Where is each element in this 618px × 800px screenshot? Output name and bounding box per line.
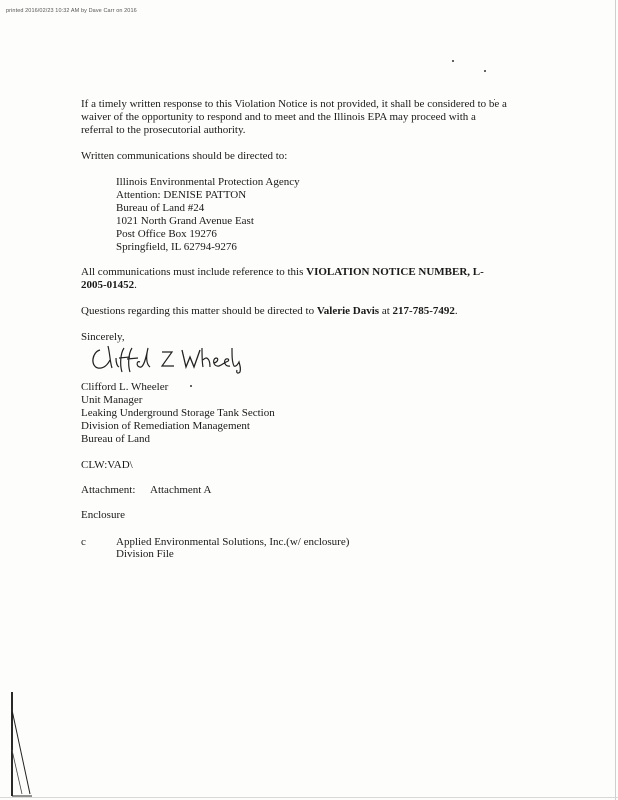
attachment-value: Attachment A [150, 484, 212, 496]
reference-prefix: All communications must include reference to this [81, 266, 307, 278]
questions-line [81, 305, 458, 318]
contact-phone: 217-785-7492 [392, 305, 455, 317]
cc-marker: c [81, 536, 86, 548]
scan-speck [190, 385, 192, 387]
contact-name: Valerie Davis [316, 305, 380, 317]
typist-initials: CLW:VAD\ [81, 459, 133, 471]
questions-prefix: Questions regarding this matter should be directed to [81, 305, 317, 317]
fax-header: printed 2016/02/23 10:32 AM by Dave Carr on 2016 [6, 8, 137, 14]
violation-notice-label: VIOLATION NOTICE NUMBER, L- [306, 266, 484, 278]
reference-line [81, 266, 484, 279]
questions-suffix: . [454, 305, 458, 317]
signer-title: Bureau of Land [81, 433, 151, 445]
cc-recipient: Applied Environmental Solutions, Inc.(w/ enclosure) [116, 536, 350, 548]
reference-line [81, 279, 137, 292]
paragraph-line: referral to the prosecutorial authority. [81, 124, 246, 136]
address-line: Post Office Box 19276 [116, 228, 217, 240]
address-line: Bureau of Land #24 [116, 202, 205, 214]
paragraph-line: waiver of the opportunity to respond and to meet and the Illinois EPA may proceed with a [81, 111, 476, 123]
address-line: Springfield, IL 62794-9276 [116, 241, 237, 253]
signer-name: Clifford L. Wheeler [81, 381, 169, 393]
closing: Sincerely, [81, 331, 125, 343]
address-line: 1021 North Grand Avenue East [116, 215, 254, 227]
paragraph-line: If a timely written response to this Violation Notice is not provided, it shall be considered to be a [81, 98, 507, 110]
address-line: Attention: DENISE PATTON [116, 189, 247, 201]
cc-recipient: Division File [116, 548, 174, 560]
enclosure-note: Enclosure [81, 509, 125, 521]
signer-title: Division of Remediation Management [81, 420, 250, 432]
address-line: Illinois Environmental Protection Agency [116, 176, 300, 188]
questions-middle: at [379, 305, 393, 317]
signer-title: Leaking Underground Storage Tank Section [81, 407, 275, 419]
scan-edge-bottom [0, 797, 618, 798]
reference-suffix: . [134, 279, 137, 291]
attachment-label: Attachment: [81, 484, 136, 496]
handwritten-signature [86, 340, 246, 376]
scan-corner-artifact [8, 690, 34, 798]
scan-speck [452, 60, 454, 62]
paragraph-directed-to: Written communications should be directed to: [81, 150, 288, 162]
signer-title: Unit Manager [81, 394, 143, 406]
scan-edge-right [615, 0, 616, 800]
violation-notice-number: 2005-01452 [81, 279, 135, 291]
scan-speck [484, 70, 486, 72]
